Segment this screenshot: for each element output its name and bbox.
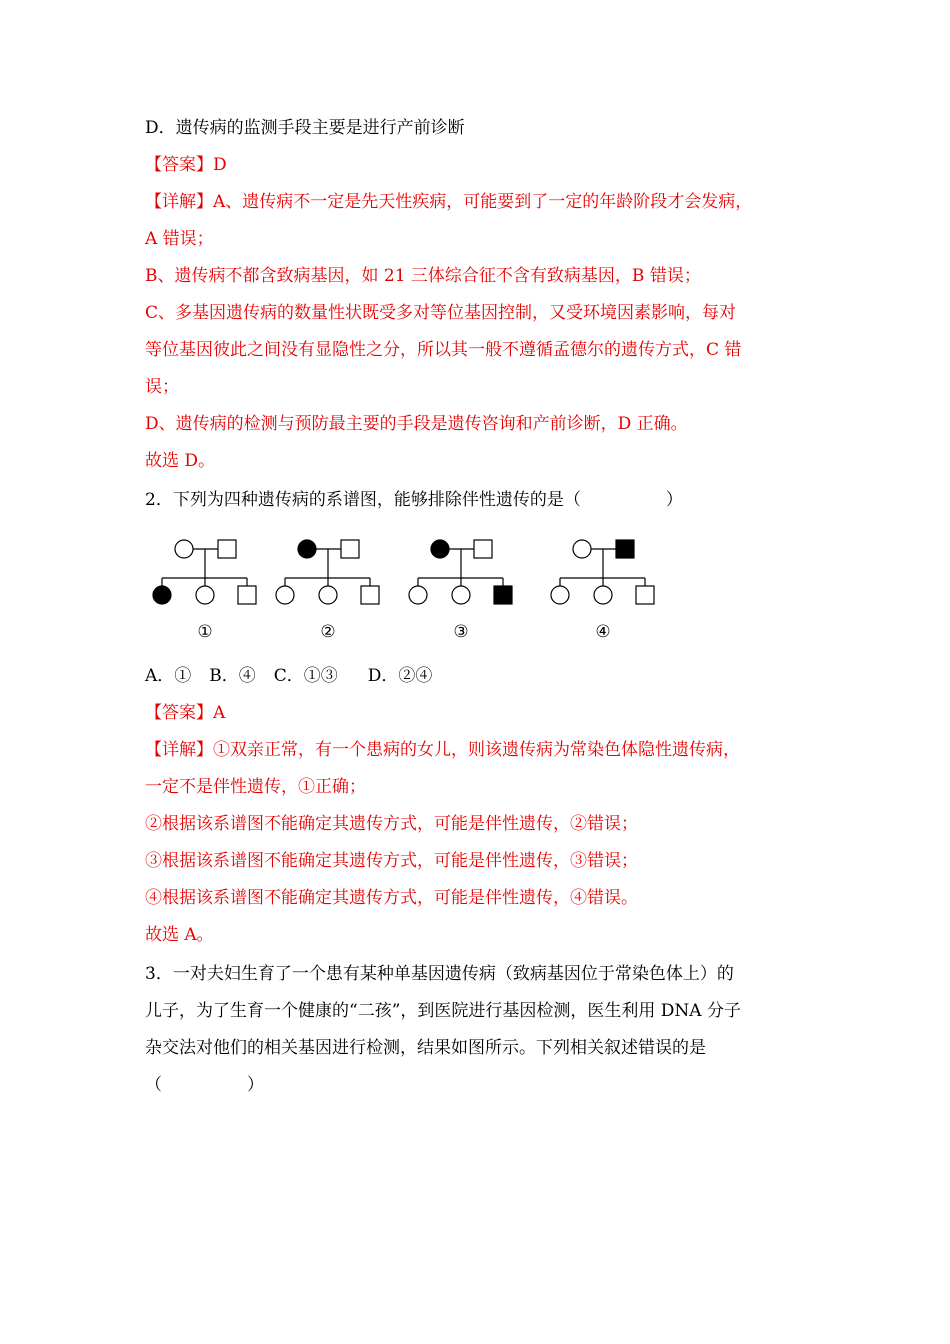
child-symbol [494, 586, 512, 604]
pedigree-2 [276, 540, 379, 642]
q2-option-c[interactable]: C．①③ [273, 666, 338, 686]
father-symbol [474, 540, 492, 558]
q2-option-a[interactable]: A．① [145, 666, 192, 686]
pedigree-3 [409, 540, 512, 642]
mother-symbol [175, 540, 193, 558]
q2-option-d[interactable]: D．②④ [367, 666, 433, 686]
q2-conclusion: 故选 A。 [145, 925, 214, 945]
child-symbol [319, 586, 337, 604]
q1-detail-d: D、遗传病的检测与预防最主要的手段是遗传咨询和产前诊断，D 正确。 [145, 414, 688, 434]
child-symbol [276, 586, 294, 604]
child-symbol [361, 586, 379, 604]
child-symbol [238, 586, 256, 604]
q1-conclusion: 故选 D。 [145, 451, 216, 471]
q2-option-b[interactable]: B．④ [209, 666, 256, 686]
pedigree-label: ① [197, 622, 213, 642]
pedigree-label: ② [320, 622, 336, 642]
q1-detail-a-line2: A 错误； [145, 229, 214, 249]
q2-detail-1-line2: 一定不是伴性遗传，①正确； [145, 777, 366, 797]
q3-stem-line2: 儿子，为了生育一个健康的“二孩”，到医院进行基因检测，医生利用 DNA 分子 [145, 1001, 741, 1021]
child-symbol [153, 586, 171, 604]
mother-symbol [573, 540, 591, 558]
pedigree-1 [153, 540, 256, 642]
mother-symbol [431, 540, 449, 558]
pedigree-4 [551, 540, 654, 642]
father-symbol [218, 540, 236, 558]
q2-stem: 2．下列为四种遗传病的系谱图，能够排除伴性遗传的是（ ） [145, 490, 683, 510]
q2-detail-1-line1: 【详解】①双亲正常，有一个患病的女儿，则该遗传病为常染色体隐性遗传病， [145, 740, 740, 760]
q1-detail-c-line2: 等位基因彼此之间没有显隐性之分，所以其一般不遵循孟德尔的遗传方式，C 错 [145, 340, 742, 360]
q2-detail-4: ④根据该系谱图不能确定其遗传方式，可能是伴性遗传，④错误。 [145, 888, 638, 908]
q1-answer: 【答案】D [145, 155, 227, 175]
q1-detail-b: B、遗传病不都含致病基因，如 21 三体综合征不含有致病基因，B 错误； [145, 266, 701, 286]
q3-stem-line1: 3．一对夫妇生育了一个患有某种单基因遗传病（致病基因位于常染色体上）的 [145, 964, 734, 984]
q2-answer: 【答案】A [145, 703, 226, 723]
pedigree-label: ③ [453, 622, 469, 642]
pedigree-label: ④ [595, 622, 611, 642]
q2-detail-2: ②根据该系谱图不能确定其遗传方式，可能是伴性遗传，②错误； [145, 814, 638, 834]
child-symbol [594, 586, 612, 604]
father-symbol [341, 540, 359, 558]
q2-options [145, 664, 450, 688]
q3-stem-line4: （ ） [145, 1075, 264, 1095]
q1-detail-c-line1: C、多基因遗传病的数量性状既受多对等位基因控制，又受环境因素影响，每对 [145, 303, 737, 323]
child-symbol [409, 586, 427, 604]
q1-option-d: D．遗传病的监测手段主要是进行产前诊断 [145, 118, 465, 138]
q1-detail-c-line3: 误； [145, 377, 179, 397]
child-symbol [452, 586, 470, 604]
father-symbol [616, 540, 634, 558]
q1-detail-a-line1: 【详解】A、遗传病不一定是先天性疾病，可能要到了一定的年龄阶段才会发病， [145, 192, 753, 212]
child-symbol [636, 586, 654, 604]
mother-symbol [298, 540, 316, 558]
pedigree-figures [150, 530, 690, 650]
q2-detail-3: ③根据该系谱图不能确定其遗传方式，可能是伴性遗传，③错误； [145, 851, 638, 871]
child-symbol [196, 586, 214, 604]
q3-stem-line3: 杂交法对他们的相关基因进行检测，结果如图所示。下列相关叙述错误的是 [145, 1038, 706, 1058]
child-symbol [551, 586, 569, 604]
